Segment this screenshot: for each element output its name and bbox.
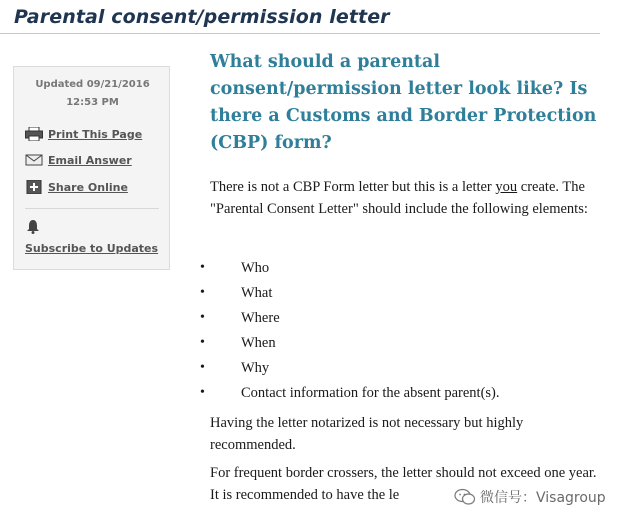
watermark-text: 微信号：Visagroup	[480, 490, 606, 506]
email-answer-link[interactable]	[25, 153, 132, 167]
email-answer-label: Email Answer	[48, 153, 132, 167]
subscribe-updates-link[interactable]: Subscribe to Updates	[25, 242, 159, 255]
intro-text-a: There is not a CBP Form letter but this is a letter	[210, 179, 496, 195]
plus-square-icon	[25, 180, 43, 194]
printer-icon	[25, 127, 43, 141]
share-online-label: Share Online	[48, 180, 128, 194]
frequent-crossers-paragraph: For frequent border crossers, the letter should not exceed one year. It is recommended to have the le	[210, 465, 597, 503]
intro-paragraph	[210, 176, 600, 220]
list-item: • When	[200, 332, 500, 357]
list-item: • What	[200, 282, 500, 307]
page-title: Parental consent/permission letter	[14, 6, 390, 28]
wechat-icon	[454, 488, 476, 506]
updated-time: 12:53 PM	[66, 97, 119, 108]
print-page-label: Print This Page	[48, 127, 143, 141]
print-page-link[interactable]	[25, 127, 142, 141]
envelope-icon	[25, 153, 43, 167]
list-item: • Where	[200, 307, 500, 332]
intro-text-b: create. The "Parental Consent Letter" should include the following elements:	[210, 179, 588, 217]
wechat-watermark	[452, 486, 608, 508]
title-divider	[0, 33, 600, 34]
elements-list	[200, 257, 500, 407]
notarize-paragraph: Having the letter notarized is not necessary but highly recommended.	[210, 415, 524, 453]
question-heading: What should a parental consent/permission letter look like? Is there a Customs and Border Protection (CBP) form?	[210, 52, 597, 153]
bell-icon	[26, 219, 40, 234]
sidebar-divider	[25, 208, 159, 209]
updated-date: Updated 09/21/2016	[35, 79, 150, 90]
sidebar-panel	[13, 66, 170, 270]
share-online-link[interactable]	[25, 180, 128, 194]
list-item: • Contact information for the absent parent(s).	[200, 382, 500, 407]
list-item: • Who	[200, 257, 500, 282]
intro-text-you: you	[495, 179, 518, 195]
list-item: • Why	[200, 357, 500, 382]
